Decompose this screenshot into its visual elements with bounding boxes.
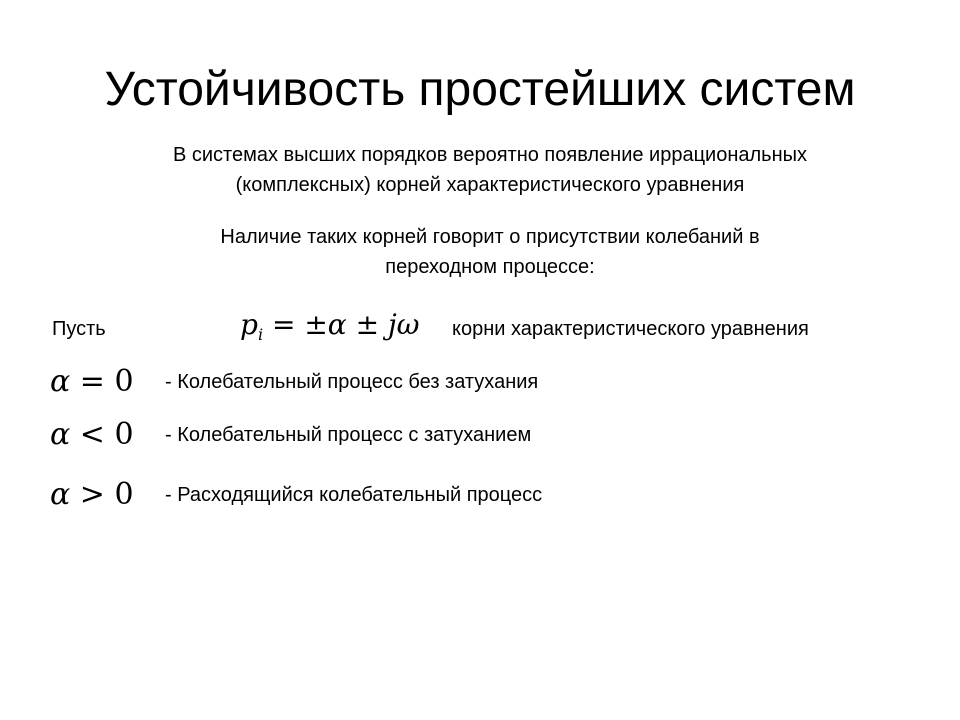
let-label: Пусть	[52, 318, 106, 340]
condition-op: <	[70, 417, 115, 452]
paragraph-line: Наличие таких корней говорит о присутствии колебаний в	[220, 226, 760, 248]
formula-eq: = ±	[263, 308, 328, 341]
condition-desc-divergent: - Расходящийся колебательный процесс	[165, 484, 543, 506]
condition-desc-undamped: - Колебательный процесс без затухания	[165, 371, 539, 393]
formula-omega: ω	[396, 308, 420, 341]
paragraph-line: переходном процессе:	[385, 256, 595, 278]
formula-alpha: α	[327, 308, 347, 341]
slide-title: Устойчивость простейших систем	[104, 63, 856, 116]
paragraph-complex-roots	[80, 140, 900, 200]
condition-alpha-lt-zero	[50, 415, 134, 455]
condition-op: =	[70, 364, 115, 399]
formula-j: j	[387, 308, 397, 341]
condition-op: >	[70, 477, 115, 512]
formula-pm: ±	[346, 308, 388, 341]
condition-alpha: α	[50, 364, 71, 399]
paragraph-line: (комплексных) корней характеристического уравнения	[235, 174, 745, 196]
condition-alpha: α	[50, 417, 71, 452]
condition-desc-damped: - Колебательный процесс с затуханием	[165, 424, 532, 446]
paragraph-oscillations	[120, 222, 860, 282]
condition-value: 0	[114, 364, 134, 399]
paragraph-line: В системах высших порядков вероятно появление иррациональных	[172, 144, 808, 166]
condition-alpha-gt-zero	[50, 475, 134, 515]
formula-sub-i: i	[257, 325, 264, 344]
roots-label: корни характеристического уравнения	[452, 318, 809, 340]
condition-alpha: α	[50, 477, 71, 512]
condition-alpha-eq-zero	[50, 362, 134, 402]
formula-p: p	[240, 308, 258, 341]
roots-formula	[240, 305, 420, 355]
condition-value: 0	[114, 477, 134, 512]
condition-value: 0	[114, 417, 134, 452]
